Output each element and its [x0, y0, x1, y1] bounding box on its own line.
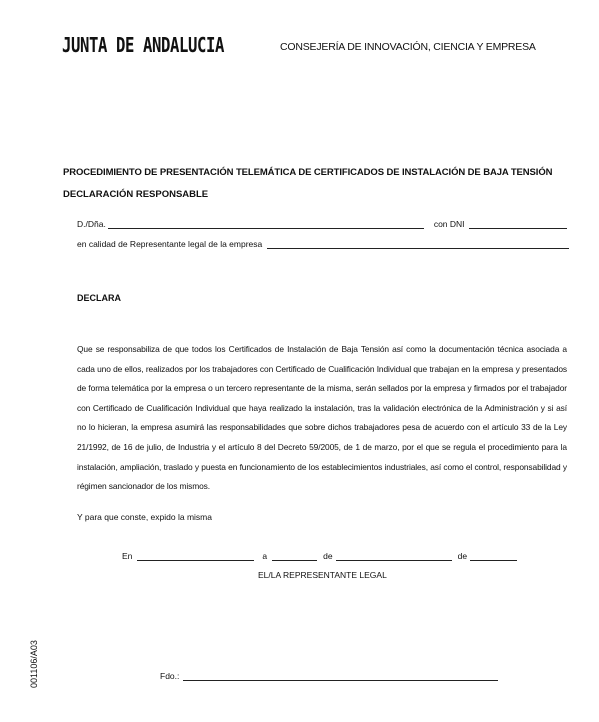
- department-name: CONSEJERÍA DE INNOVACIÓN, CIENCIA Y EMPRESA: [280, 41, 536, 53]
- year-field[interactable]: [470, 551, 517, 561]
- representative-label: EL/LA REPRESENTANTE LEGAL: [258, 570, 387, 580]
- place-field[interactable]: [137, 551, 254, 561]
- signature-label: Fdo.:: [160, 671, 180, 681]
- form-title: PROCEDIMIENTO DE PRESENTACIÓN TELEMÁTICA DE CERTIFICADOS DE INSTALACIÓN DE BAJA TENSIÓN: [63, 167, 553, 178]
- date-a-label: a: [262, 551, 268, 561]
- date-de-label-1: de: [323, 551, 333, 561]
- name-label: D./Dña.: [77, 219, 106, 229]
- company-label: en calidad de Representante legal de la empresa: [77, 239, 263, 249]
- signature-field[interactable]: [183, 671, 498, 681]
- day-field[interactable]: [272, 551, 317, 561]
- date-de-label-2: de: [457, 551, 468, 561]
- name-field[interactable]: [108, 219, 424, 229]
- company-field[interactable]: [267, 239, 569, 249]
- closing-text: Y para que conste, expido la misma: [77, 512, 212, 522]
- form-subtitle: DECLARACIÓN RESPONSABLE: [63, 189, 209, 200]
- place-date-row: [122, 551, 517, 561]
- dni-field[interactable]: [469, 219, 567, 229]
- declara-heading: DECLARA: [77, 293, 121, 303]
- junta-andalucia-logo: JUNTA DE ANDALUCIA: [62, 33, 225, 57]
- form-code: 001106/A03: [29, 640, 39, 688]
- dni-label: con DNI: [433, 219, 465, 229]
- place-label: En: [122, 551, 133, 561]
- signature-row: [160, 671, 498, 681]
- declaration-paragraph: Que se responsabiliza de que todos los Certificados de Instalación de Baja Tensión así como la documentación técnica asociada a cada uno de ellos, realizados por los trabajadores con Certificado de Cualificación Individual que trabajan en la empresa y presentados de forma telemática por la empresa o un tercero representante de la misma, serán sellados por la empresa y firmados por el trabajador con Certificado de Cualificación Individual que haya realizado la instalación, tras la validación electrónica de la Administración y si así no lo hicieran, la empresa asumirá las responsabilidades que sobre dichos trabajadores pesa de acuerdo con el artículo 33 de la Ley 21/1992, de 16 de julio, de Industria y el artículo 8 del Decreto 59/2005, de 1 de marzo, por el que se regula el procedimiento para la instalación, ampliación, traslado y puesta en funcionamiento de los establecimientos industriales, así como el control, responsabilidad y régimen sancionador de los mismos.: [77, 344, 567, 492]
- month-field[interactable]: [336, 551, 452, 561]
- company-row: [77, 239, 569, 249]
- name-dni-row: [77, 219, 567, 229]
